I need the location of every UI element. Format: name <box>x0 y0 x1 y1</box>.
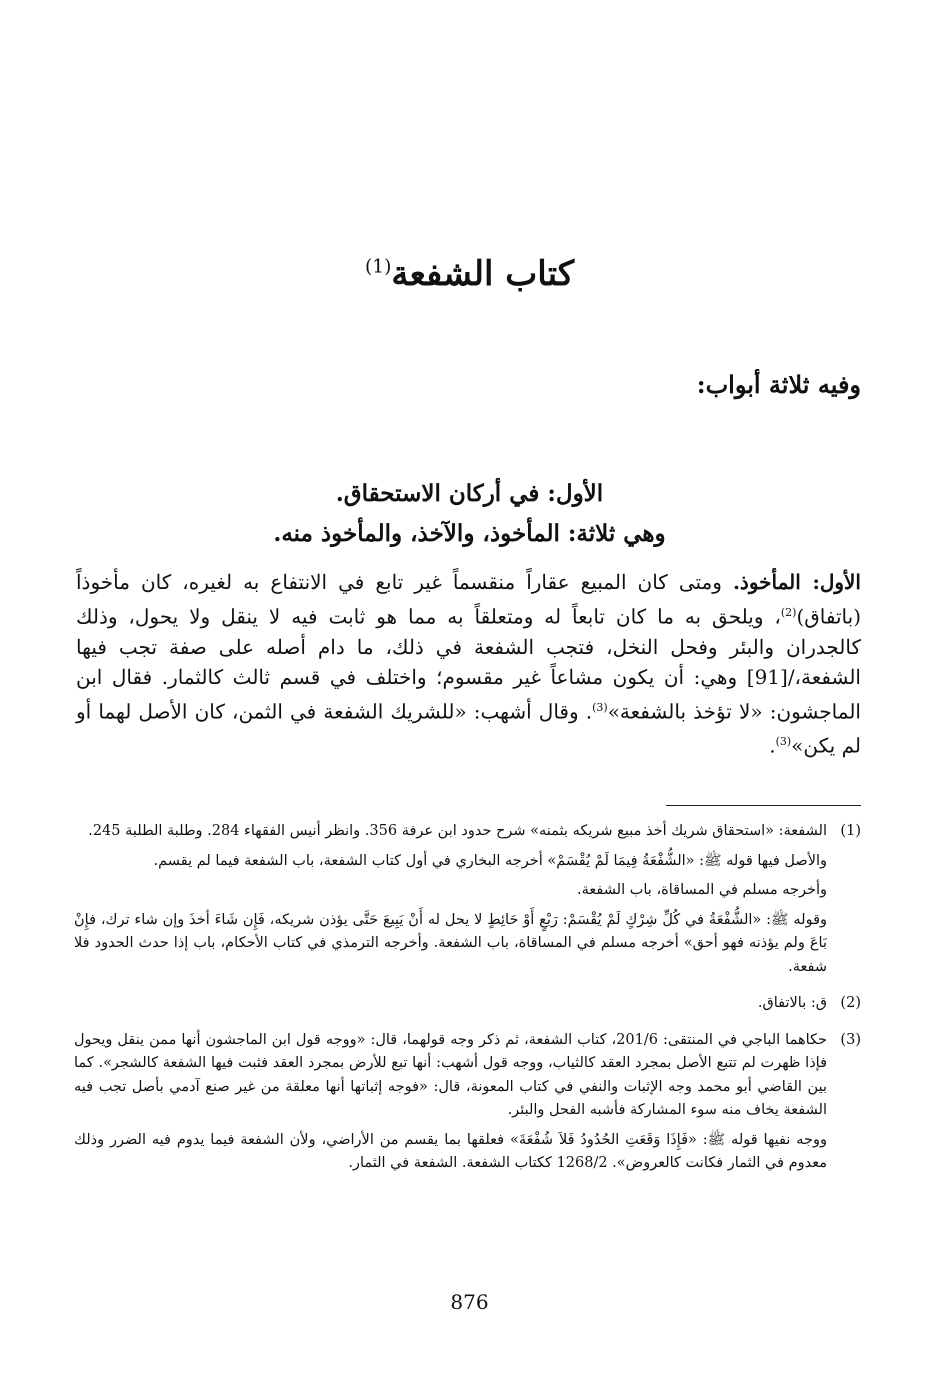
footnote-number: (1) <box>840 823 861 839</box>
footnote-number: (3) <box>840 1031 861 1048</box>
footnote-text: والأصل فيها قوله ﷺ: «الشُّفْعَةُ فِيمَا لَمْ يُقْسَمْ» أخرجه البخاري في أول كتاب الشفعة، باب الشفعة فيما لم يقسم. <box>153 852 827 869</box>
section-heading: وفيه ثلاثة أبواب: <box>696 370 861 399</box>
paragraph-part-3: . وقال أشهب: «للشريك الشفعة في الثمن، كان الأصل لهما أو لم يكن» <box>76 699 861 758</box>
footnote-text: وأخرجه مسلم في المساقاة، باب الشفعة. <box>577 882 827 898</box>
book-title <box>0 254 939 295</box>
footnote-separator <box>666 805 861 806</box>
main-paragraph <box>76 567 861 761</box>
footnote-text: وقوله ﷺ: «الشُّفْعَةُ في كُلِّ شِرْكٍ لَمْ يُقْسَمْ: رَبْعٍ أَوْ حَائِطٍ لا يحل له أَنْ يَبِيعَ حَتَّى يؤذن شريكه، فَإِن شَاءَ أخذَ وإن شاء ترك، فإِنْ بَاعَ ولم يؤذنه فهو أحق» أخرجه مسلم في المساقاة، باب الشفعة. وأخرجه الترمذي في كتاب الأحكام، باب إذا حدث الحدود فلا شفعة. <box>74 911 827 975</box>
paragraph-lead: الأول: المأخوذ. <box>732 570 861 594</box>
chapter-heading-line-1: الأول: في أركان الاستحقاق. <box>335 480 604 507</box>
footnote-ref-3a: (3) <box>592 700 608 714</box>
footnote-text: حكاهما الباجي في المنتقى: 201/6، كتاب الشفعة، ثم ذكر وجه قولهما، قال: «ووجه قول ابن الماجشون أنها ممن ينقل ويحول فإذا ظهرت لم تتبع الأصل بمجرد العقد كالثياب، ووجه قول أشهب: أنها تبع للأرض بمجرد العقد فثبت فيها الشفعة كالشجر». كما بين القاضي أبو محمد وجه الإثبات والنفي في كتاب المعونة، قال: «فوجه إثباتها أنها معلقة من غير صنع آدمي بأصل تجب فيه الشفعة يخاف منه سوء المشاركة فأشبه الفحل والبئر. <box>74 1031 828 1118</box>
footnote-text: الشفعة: «استحقاق شريك أخذ مبيع شريكه بثمنه» شرح حدود ابن عرفة 356. وانظر أنيس الفقهاء 284. وطلبة الطلبة 245. <box>88 823 827 839</box>
footnote-2 <box>74 992 861 1022</box>
footnotes <box>74 820 861 1189</box>
footnote-1 <box>74 820 861 985</box>
footnote-ref-3b: (3) <box>775 734 792 748</box>
footnote-text: ق: بالاتفاق. <box>757 995 827 1011</box>
footnote-number: (2) <box>840 995 861 1011</box>
title-footnote-ref: (1) <box>364 256 392 278</box>
footnote-ref-2: (2) <box>780 605 797 619</box>
footnote-3 <box>74 1029 861 1182</box>
chapter-heading-line-2: وهي ثلاثة: المأخوذ، والآخذ، والمأخوذ منه. <box>273 520 666 547</box>
paragraph-part-2: ، ويلحق به ما كان تابعاً له ومتعلقاً به مما هو ثابت فيه لا ينقل ولا يحول، وذلك كالجدران والبئر وفحل النخل، فتجب الشفعة في ذلك، ما دام أصله على صفة تجب فيها الشفعة،/[91] وهي: أن يكون مشاعاً غير مقسوم؛ واختلف في قسم ثالث كالثمار. فقال ابن الماجشون: «لا تؤخذ بالشفعة» <box>76 604 861 724</box>
paragraph-part-1: ومتى كان المبيع عقاراً منقسماً غير تابع في الانتفاع به لغيره، كان مأخوذاً (باتفاق) <box>76 570 861 629</box>
footnote-text: ووجه نفيها قوله ﷺ: «فَإِذَا وَقَعَتِ الحُدُودُ فَلاَ شُفْعَةَ» فعلقها بما يقسم من الأراضي، ولأن الشفعة فيما يدوم فيه الضرر وذلك معدوم في الثمار فكانت كالعروض». 1268/2 ككتاب الشفعة. الشفعة في الثمار. <box>74 1131 827 1171</box>
paragraph-part-4: . <box>769 733 776 758</box>
page-number: 876 <box>450 1290 489 1314</box>
title-text: كتاب الشفعة <box>391 254 575 294</box>
